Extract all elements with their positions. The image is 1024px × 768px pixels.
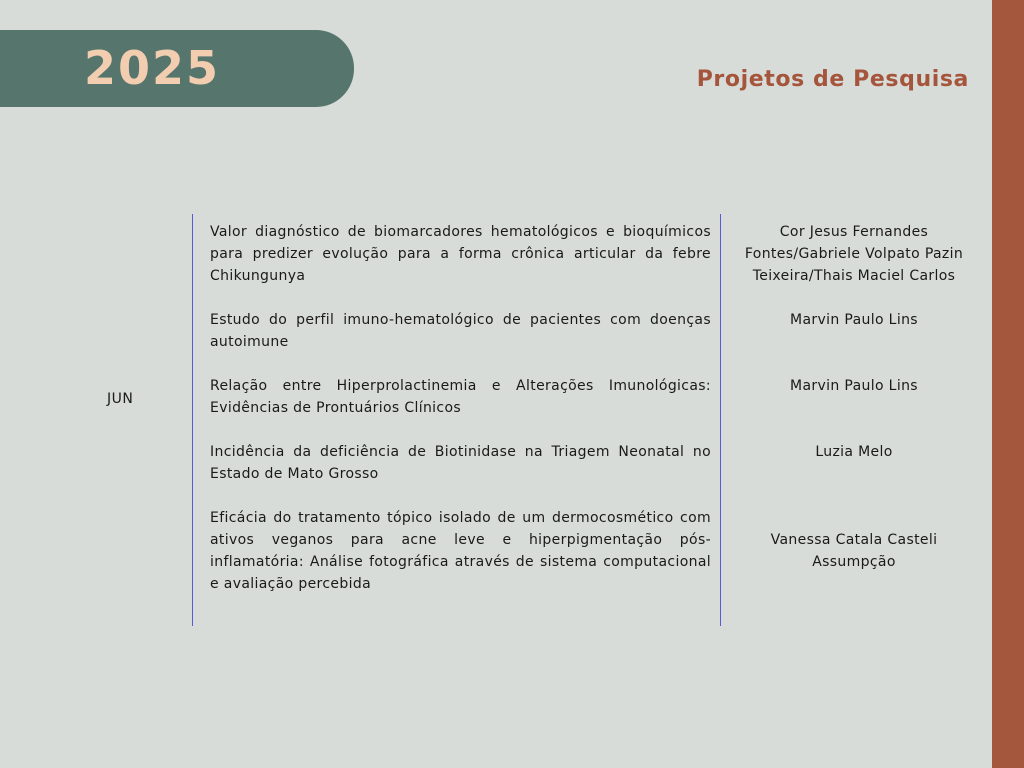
projects-column: [210, 221, 711, 617]
authors-column: [731, 221, 977, 617]
column-divider-left: [192, 214, 193, 626]
column-divider-right: [720, 214, 721, 626]
year-heading: 2025: [84, 41, 221, 95]
project-author: Luzia Melo: [815, 444, 893, 460]
project-title: Eficácia do tratamento tópico isolado de um dermocosmético com ativos veganos para acne leve e hiperpigmentação pós-inflamatória: Análise fotográfica através de sistema computacional e avaliação percebida: [210, 510, 711, 592]
project-title: Incidência da deficiência de Biotinidase na Triagem Neonatal no Estado de Mato Grosso: [210, 444, 711, 482]
decorative-side-bar: [992, 0, 1024, 768]
project-title: Relação entre Hiperprolactinemia e Alterações Imunológicas: Evidências de Prontuários Clínicos: [210, 378, 711, 416]
project-author: Vanessa Catala Casteli Assumpção: [770, 532, 938, 570]
project-author: Marvin Paulo Lins: [790, 312, 918, 328]
project-author: Marvin Paulo Lins: [790, 378, 918, 394]
project-title: Valor diagnóstico de biomarcadores hematológicos e bioquímicos para predizer evolução para a forma crônica articular da febre Chikungunya: [210, 224, 711, 284]
month-label: JUN: [107, 391, 134, 407]
project-title: Estudo do perfil imuno-hematológico de pacientes com doenças autoimune: [210, 312, 711, 350]
page-title: Projetos de Pesquisa: [696, 67, 969, 92]
project-author: Cor Jesus Fernandes Fontes/Gabriele Volpato Pazin Teixeira/Thais Maciel Carlos: [744, 224, 964, 284]
